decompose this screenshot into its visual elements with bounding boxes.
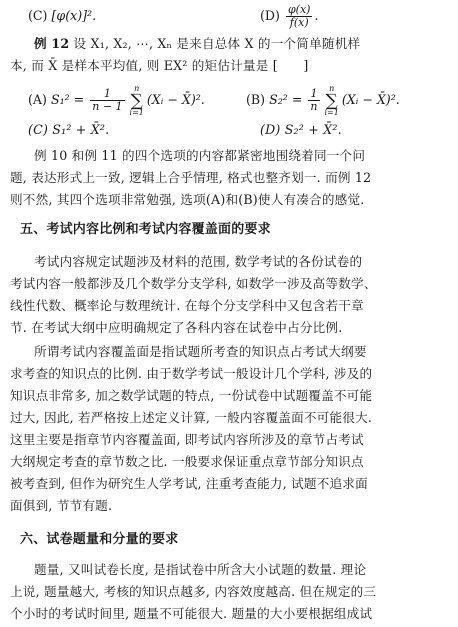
option-d: (D) S₂² + X̄². (260, 122, 342, 137)
example12-line2: 本, 而 X̄ 是样本平均值, 则 EX² 的矩估计量是 [ ] (10, 58, 309, 73)
example-label: 例 12 (34, 36, 70, 51)
paragraph3-line5: 这里主要是指章节内容覆盖面, 即考试内容所涉及的章节占考试 (10, 432, 364, 447)
option-b (246, 84, 400, 116)
math-expression: [φ(x)]². (51, 8, 97, 23)
sigma-icon: ∑ (130, 90, 143, 111)
paragraph2-line2: 考试内容一般都涉及几个数学分支学科, 如数学一涉及高等数学、 (10, 276, 377, 291)
paragraph3-line2: 求考查的知识点的比例. 由于数学考试一般设计几个学科, 涉及的 (10, 366, 373, 381)
section-heading-6: 六、试卷题量和分量的要求 (20, 532, 179, 547)
paragraph3-line7: 被考查到, 但作为研究生人学考试, 注重考查能力, 试题不追求面 (10, 476, 368, 491)
paragraph1-line1: 例 10 和例 11 的四个选项的内容都紧密地围绕着同一个问 (34, 148, 366, 163)
option-label: (A) (28, 92, 47, 107)
fraction-denominator: f(x) (289, 16, 309, 29)
paragraph3-line1: 所谓考试内容覆盖面是指试题所考查的知识点占考试大纲要 (34, 344, 367, 359)
fraction-denominator: n − 1 (92, 100, 123, 113)
paragraph3-line8: 面俱到, 节节有题. (10, 498, 113, 513)
sigma-icon: ∑ (325, 90, 338, 111)
math-lhs: S₁² = (50, 92, 85, 107)
math-rhs: (Xᵢ − X̄)². (146, 92, 205, 107)
paragraph4-line1: 题量, 又叫试卷长度, 是指试卷中所含大小试题的数量. 理论 (34, 562, 367, 577)
fraction-numerator: 1 (90, 88, 124, 101)
sum-lower: i=1 (129, 107, 144, 117)
paragraph2-line3: 线性代数、概率论与数理统计. 在每个分支学科中又包含若干章 (10, 298, 364, 313)
example12-line1 (34, 34, 448, 54)
paragraph1-line2: 题, 表达形式上一致, 逻辑上合乎情理, 格式也整齐划一. 而例 12 (10, 170, 372, 185)
option-label: (D) (260, 8, 280, 23)
math-rhs: (Xᵢ − X̄)². (341, 92, 400, 107)
sum-upper: n (329, 83, 335, 93)
example-text: 设 X₁, X₂, ⋯, Xₙ 是来自总体 X 的一个简单随机样 (73, 36, 361, 51)
fraction (286, 4, 313, 29)
fraction (90, 88, 124, 113)
paragraph1-line3: 则不然, 其四个选项非常勉强, 选项(A)和(B)使人有凑合的感觉. (10, 192, 365, 207)
paragraph3-line3: 知识点非常多, 加之数学试题的特点, 一份试卷中试题覆盖不可能 (10, 388, 373, 403)
math-lhs: S₂² = (269, 92, 303, 107)
paragraph3-line6: 大纲规定考查的章节数之比. 一般要求保证重点章节部分知识点 (10, 454, 364, 469)
paragraph3-line4: 过大, 因此, 若严格按上述定义计算, 一般内容覆盖面不可能很大. (10, 410, 373, 425)
option-d-prev: (D) $\frac{\varphi(x)}{f(x)}$ . (260, 3, 319, 29)
fraction-numerator: 1 (308, 88, 319, 101)
fraction-denominator: n (310, 100, 318, 113)
fraction (308, 88, 319, 113)
option-a (28, 84, 205, 116)
sum-upper: n (134, 83, 140, 93)
paragraph4-line3: 个小时的考试时间里, 题量不可能很大. 题量的大小要根据组成试 (10, 606, 373, 621)
option-label: (C) (28, 8, 48, 23)
summation (130, 85, 144, 117)
sum-lower: i=1 (324, 107, 339, 117)
section-heading-5: 五、考试内容比例和考试内容覆盖面的要求 (20, 222, 271, 237)
paragraph4-line2: 上说, 题量越大, 考核的知识点越多, 内容效度越高. 但在规定的三 (10, 584, 377, 599)
option-c-prev (28, 0, 96, 32)
paragraph2-line1: 考试内容规定试题涉及材料的范围, 数学考试的各份试卷的 (34, 254, 363, 269)
paragraph2-line4: 节. 在考试大纲中应明确规定了各科内容在试卷中占分比例. (10, 320, 343, 335)
fraction-numerator: φ(x) (287, 3, 311, 16)
summation (325, 85, 339, 117)
option-label: (B) (246, 92, 266, 107)
option-c: (C) S₁² + X̄². (28, 122, 110, 137)
